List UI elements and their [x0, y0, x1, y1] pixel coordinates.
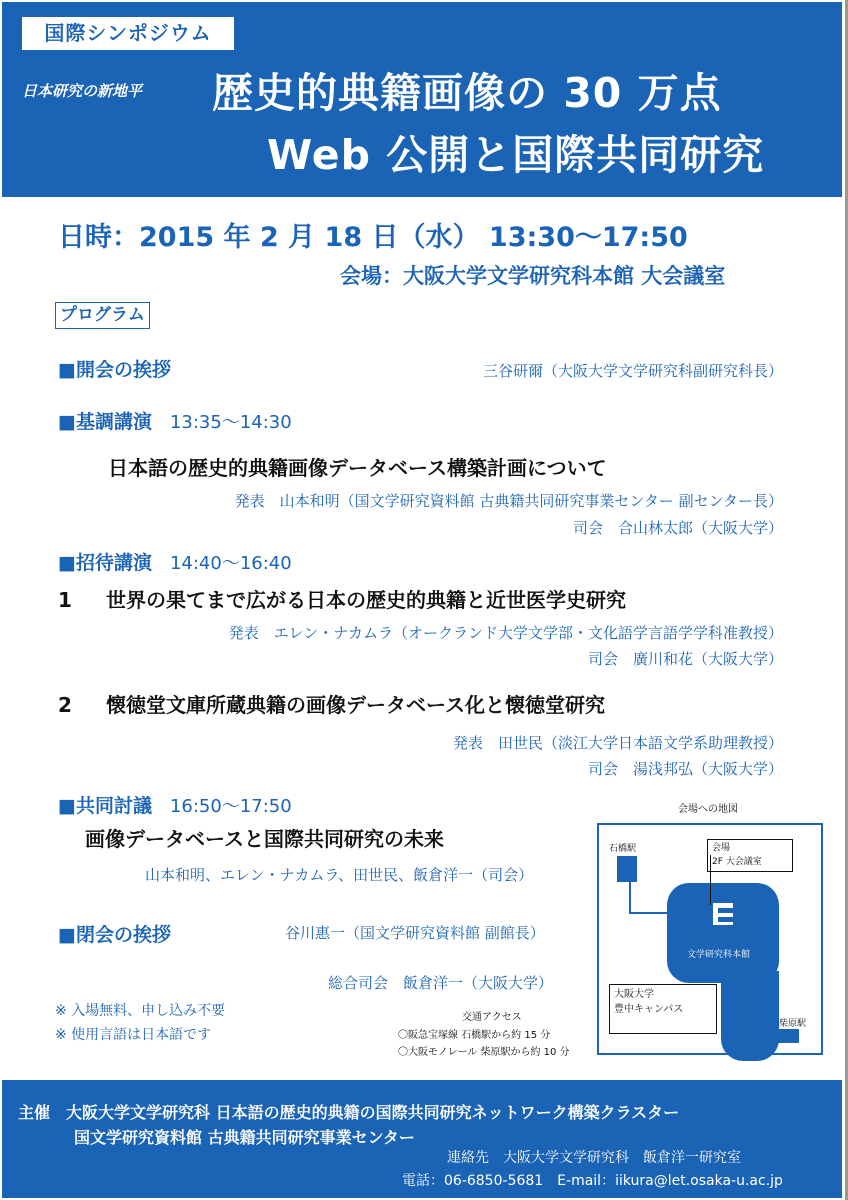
talk-1-chair: 司会 廣川和花（大阪大学） [587, 650, 783, 668]
opening-speaker: 三谷研爾（大阪大学文学研究科副研究科長） [482, 362, 783, 380]
venue-map [597, 823, 823, 1055]
campus-line: 豊中キャンパス [614, 1004, 684, 1015]
phone-email-line: 電話：06-6850-5681 E-mail：iikura@let.osaka-u.ac.jp [402, 1173, 783, 1189]
talk-number: 1 [58, 588, 72, 612]
event-date: 日時：2015 年 2 月 18 日（水） 13:30～17:50 [58, 222, 688, 253]
invited-talk-2 [58, 689, 605, 718]
access-line-2: 〇大阪モノレール 柴原駅から約 10 分 [398, 1047, 570, 1058]
title-line-1: 歴史的典籍画像の 30 万点 [212, 69, 722, 117]
discussion-participants: 山本和明、エレン・ナカムラ、田世民、飯倉洋一（司会） [145, 866, 534, 884]
discussion-title: 画像データベースと国際共同研究の未来 [85, 827, 444, 851]
access-line-1: 〇阪急宝塚線 石橋駅から約 15 分 [398, 1030, 551, 1041]
talk-title: 世界の果てまで広がる日本の歴史的典籍と近世医学史研究 [106, 588, 626, 612]
note-language: ※ 使用言語は日本語です [55, 1027, 212, 1043]
campus-label-box [609, 984, 717, 1034]
shibahara-station-label: 柴原駅 [779, 1019, 807, 1029]
note-free-admission: ※ 入場無料、申し込み不要 [55, 1003, 226, 1019]
invited-heading [58, 548, 292, 575]
ishibashi-station-label: 石橋駅 [609, 844, 637, 854]
building-label: 文学研究科本館 [687, 950, 751, 960]
campus-line: 大阪大学 [614, 989, 654, 1000]
campus-area-lower [721, 971, 779, 1061]
venue-building-marker [713, 903, 733, 925]
program-label: プログラム [55, 302, 150, 329]
closing-speaker: 谷川惠一（国文学研究資料館 副館長） [285, 924, 545, 942]
talk-1-presenter: 発表 エレン・ナカムラ（オークランド大学文学部・文化語学言語学学科准教授） [228, 624, 783, 642]
route-line [629, 882, 631, 914]
talk-title: 懐徳堂文庫所蔵典籍の画像データベース化と懐徳堂研究 [106, 693, 605, 717]
access-heading: 交通アクセス [462, 1012, 522, 1023]
campus-building-area [667, 883, 779, 983]
discussion-heading [58, 791, 292, 818]
map-title: 会場への地図 [678, 804, 738, 815]
shibahara-station-marker [769, 1029, 799, 1043]
footer-band [2, 1080, 842, 1198]
symposium-badge: 国際シンポジウム [22, 17, 234, 50]
discussion-time: 16:50～17:50 [169, 796, 292, 817]
talk-2-chair: 司会 湯浅邦弘（大阪大学） [587, 760, 783, 778]
venue-callout-line: 会場 [712, 843, 731, 853]
organizer-line: 主催 大阪大学文学研究科 日本語の歴史的典籍の国際共同研究ネットワーク構築クラスター [18, 1103, 680, 1122]
invited-time: 14:40～16:40 [169, 553, 292, 574]
keynote-presenter: 発表 山本和明（国文学研究資料館 古典籍共同研究事業センター 副センター長） [234, 492, 783, 510]
closing-heading: ■閉会の挨拶 [58, 924, 171, 946]
general-chair: 総合司会 飯倉洋一（大阪大学） [328, 974, 554, 992]
invited-label: ■招待講演 [58, 552, 152, 574]
keynote-title: 日本語の歴史的典籍画像データベース構築計画について [108, 456, 607, 480]
invited-talk-1 [58, 584, 626, 613]
keynote-time: 13:35～14:30 [169, 412, 292, 433]
keynote-chair: 司会 合山林太郎（大阪大学） [572, 519, 783, 537]
opening-heading: ■開会の挨拶 [58, 359, 171, 381]
talk-2-presenter: 発表 田世民（淡江大学日本語文学系助理教授） [452, 734, 783, 752]
organizer-line-2: 国文学研究資料館 古典籍共同研究事業センター [74, 1128, 415, 1147]
venue-callout-line: 2F 大会議室 [712, 856, 762, 867]
keynote-heading [58, 407, 292, 434]
ishibashi-station-marker [617, 856, 637, 882]
header-band [2, 2, 842, 197]
subtitle: 日本研究の新地平 [22, 82, 143, 100]
venue-callout [707, 839, 793, 872]
contact-line: 連絡先 大阪大学文学研究科 飯倉洋一研究室 [447, 1150, 741, 1166]
event-venue: 会場：大阪大学文学研究科本館 大会議室 [340, 264, 726, 288]
discussion-label: ■共同討議 [58, 795, 152, 817]
title-line-2: Web 公開と国際共同研究 [267, 131, 765, 179]
talk-number: 2 [58, 693, 72, 717]
callout-line [710, 855, 711, 905]
keynote-label: ■基調講演 [58, 411, 152, 433]
